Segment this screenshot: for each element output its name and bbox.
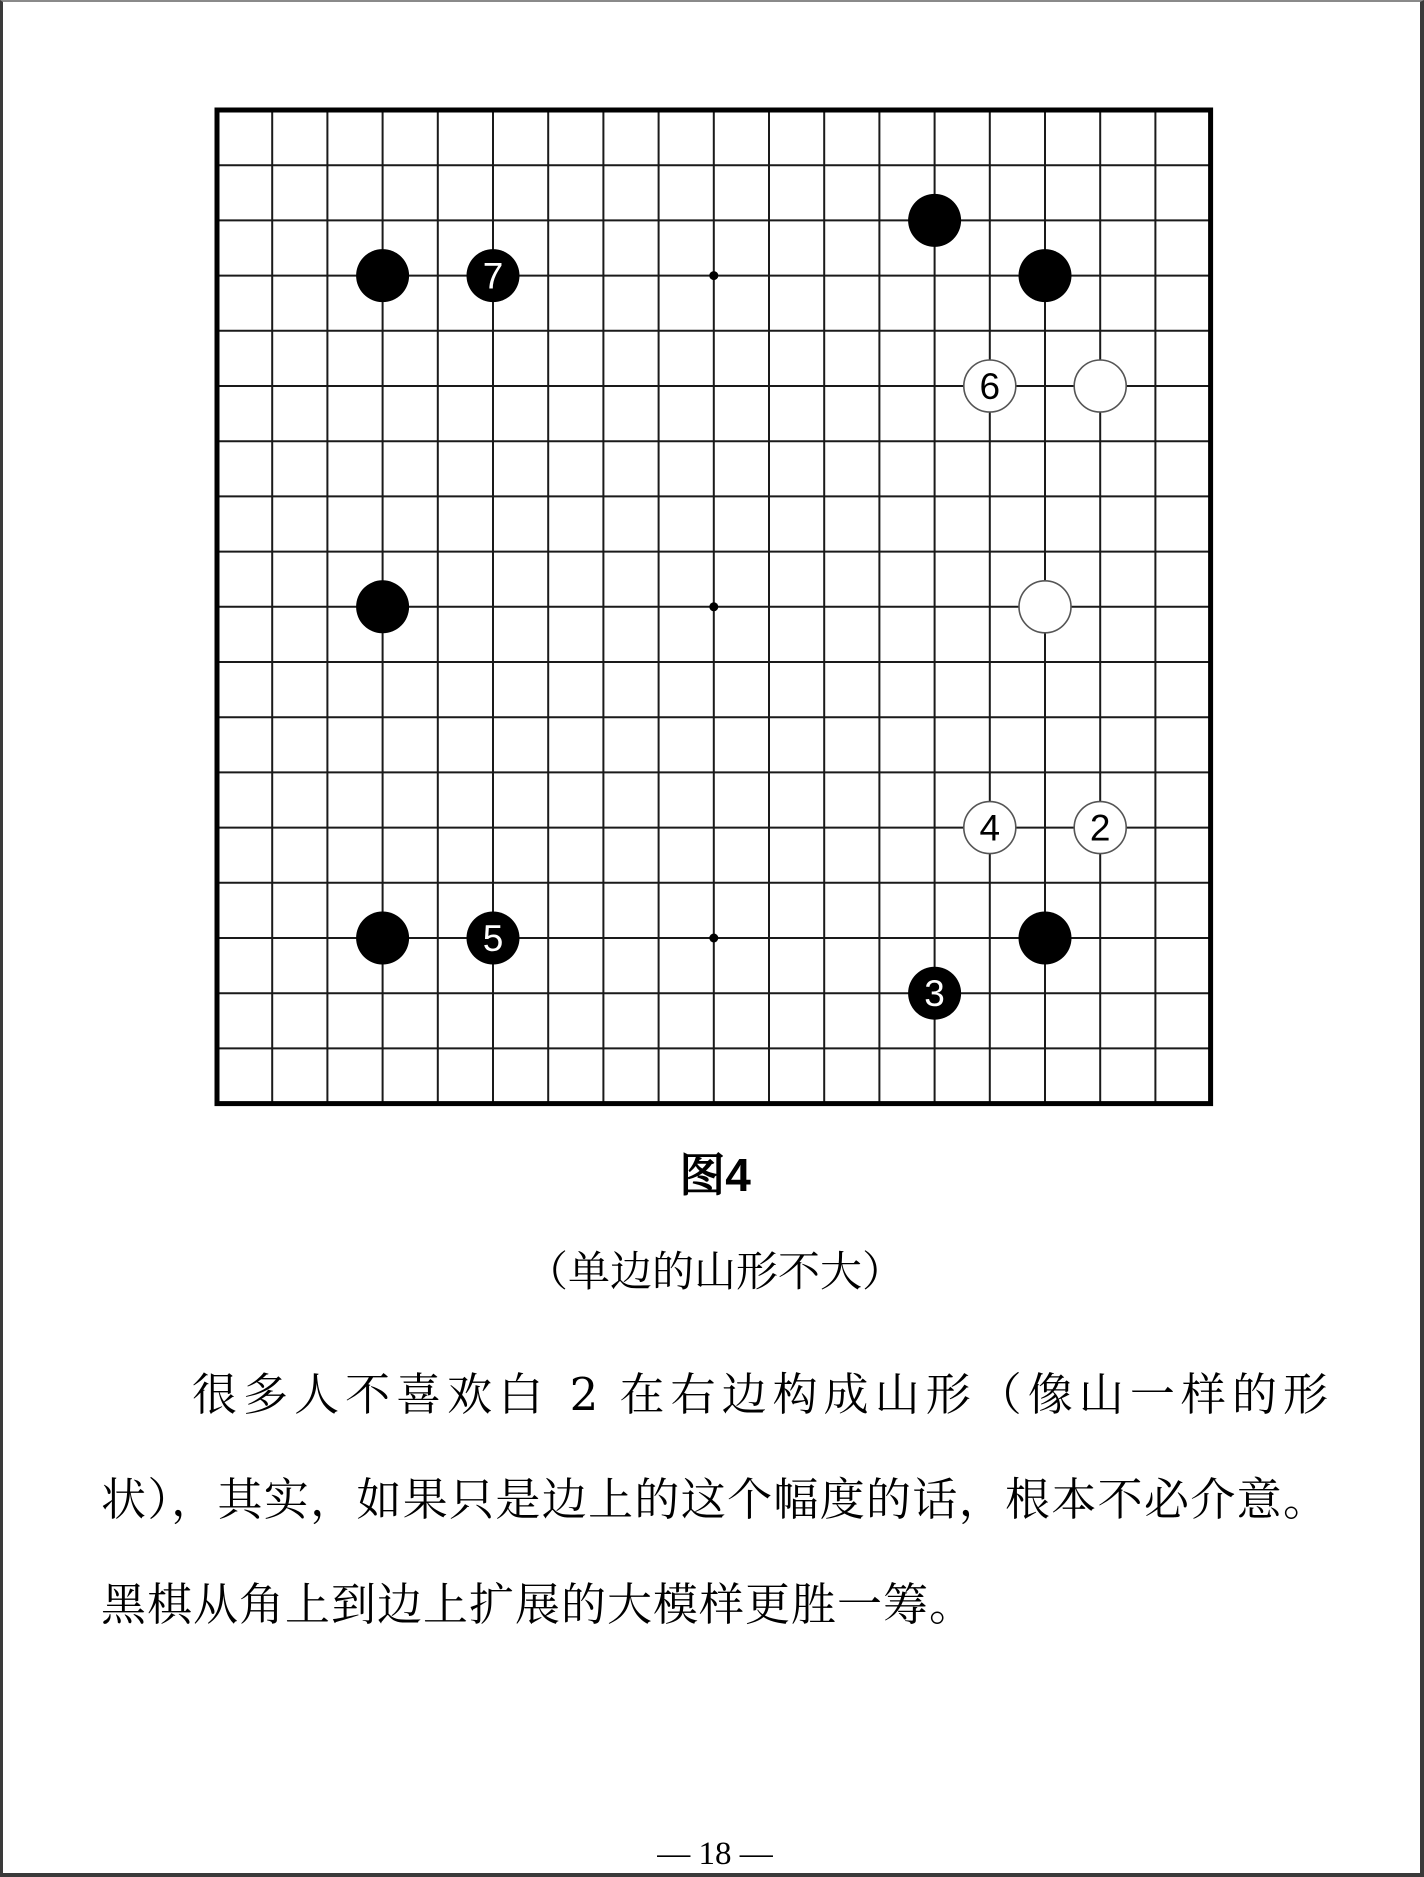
move-number-label: 2	[1089, 807, 1111, 849]
white-stone-2	[1074, 802, 1126, 854]
star-point-icon	[709, 271, 718, 280]
page-number: — 18 —	[657, 1836, 773, 1872]
black-stone	[1019, 912, 1072, 965]
star-point-icon	[709, 602, 718, 611]
black-stone	[1019, 249, 1072, 302]
white-stone	[1074, 360, 1126, 412]
figure-title: 图4	[679, 1149, 751, 1201]
move-number-label: 5	[482, 918, 504, 959]
white-stone-4	[964, 802, 1016, 854]
go-board	[212, 105, 1216, 1113]
figure-caption: （单边的山形不大）	[525, 1247, 904, 1296]
star-point-icon	[709, 934, 718, 943]
white-stone	[1019, 581, 1071, 633]
black-stone-3	[908, 967, 961, 1020]
black-stone	[908, 194, 961, 247]
black-stone	[356, 249, 409, 302]
white-stone-6	[964, 360, 1016, 412]
black-stone-7	[467, 249, 520, 302]
body-text	[101, 1342, 1329, 1657]
body-paragraph: 很多人不喜欢白 2 在右边构成山形（像山一样的形状），其实，如果只是边上的这个幅度的话，根本不必介意。黑棋从角上到边上扩展的大模样更胜一筹。	[101, 1368, 1329, 1631]
move-number-label: 4	[979, 807, 1001, 849]
black-stone	[356, 912, 409, 965]
move-number-label: 6	[979, 366, 1001, 407]
move-number-label: 7	[482, 255, 504, 297]
black-stone	[356, 580, 409, 633]
black-stone-5	[467, 912, 520, 965]
move-number-label: 3	[924, 973, 945, 1015]
go-board-diagram	[212, 105, 1216, 1113]
